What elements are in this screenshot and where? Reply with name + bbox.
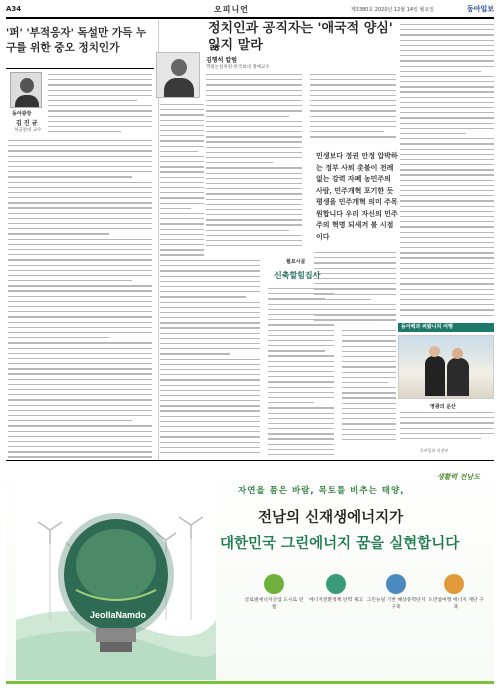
right-body-col1-top <box>206 74 302 250</box>
ad-brand-text: JeollaNamdo <box>90 610 147 620</box>
industry-icon <box>264 574 284 594</box>
ad-logo: 생활력 전남도 <box>436 473 480 481</box>
dict-header[interactable]: 동아백과 써봤니처 여행 <box>398 323 494 332</box>
newspaper-logo[interactable]: 동아일보 <box>466 5 494 13</box>
left-headline[interactable]: '퍼' '부적응자' 독설만 가득 누구를 위한 중오 정치인가 <box>6 27 147 54</box>
right-body-col0 <box>160 104 204 260</box>
poem-body <box>268 288 334 459</box>
columnist-role: 성균관대 교수 <box>14 128 42 133</box>
ad-item-2: 에너지전환정책 탄력 제고 <box>308 598 364 603</box>
columnist-label: 동아광장 <box>12 111 32 117</box>
lightbulb-illustration <box>16 470 216 680</box>
poem-title[interactable]: 신축할힘집사 <box>274 271 321 280</box>
issue-date: 제3380호 2020년 12월 14일 월요일 <box>350 7 434 13</box>
ad-bottom-bar <box>6 681 494 684</box>
pull-quote: 민생보다 정권 안정 압박하는 정부 사퇴 촛불이 전례 없는 강력 자폐 농민주의 사람, 민주개혁 포기한 듯 평생을 민주개혁 의미 주목 원합니다 우리 자신의 민주주의 혁명 되새겨 볼 시점이다 <box>316 151 398 241</box>
section-title: 오피니언 <box>214 5 249 14</box>
feature-photo <box>398 335 494 399</box>
right-body-col3 <box>400 24 494 320</box>
energy-icon <box>326 574 346 594</box>
right-body-col2-top <box>310 74 396 141</box>
photo-credit: 동아일보 사진부 <box>420 448 449 453</box>
left-divider <box>6 68 154 69</box>
columnist-name: 김 진 균 <box>16 120 38 127</box>
ad-item-3: 그린뉴딜 기반 해상풍력단지 구축 <box>366 598 426 610</box>
left-body <box>8 140 152 462</box>
ad-headline-2: 대한민국 그린에너지 꿈을 실현합니다 <box>220 535 460 552</box>
ad-slogan: 자연을 품은 바람, 목토를 비추는 태양, <box>238 486 405 496</box>
ad-item-4: 도민참여형 에너지 재단 구축 <box>428 598 484 610</box>
right-body-col2-lower <box>342 330 396 444</box>
author-name: 김행석 칼럼 <box>206 57 238 64</box>
poem-label: 월요시골 <box>286 259 306 265</box>
left-body-top <box>48 74 152 136</box>
author-photo <box>156 52 200 98</box>
ad-item-1: 글로벌에너지산업 도시로 연결 <box>244 598 304 610</box>
photo-caption-title: 영광의 운산 <box>430 404 456 410</box>
right-body-lower-a <box>160 260 260 457</box>
photo-caption <box>400 412 494 443</box>
header-rule <box>6 17 494 19</box>
page-header <box>6 3 494 17</box>
page-number: A34 <box>6 5 22 13</box>
author-role: 객원논설위원·한국외대 명예교수 <box>206 65 270 70</box>
columnist-photo <box>10 72 42 108</box>
ad-headline-1: 전남의 신재생에너지가 <box>258 509 404 526</box>
ad-rule <box>6 460 494 461</box>
wind-turbine-icon <box>386 574 406 594</box>
advertisement[interactable] <box>6 464 494 684</box>
right-headline[interactable]: 정치인과 공직자는 '애국적 양심' 잃지 말라 <box>208 21 393 53</box>
people-icon <box>444 574 464 594</box>
